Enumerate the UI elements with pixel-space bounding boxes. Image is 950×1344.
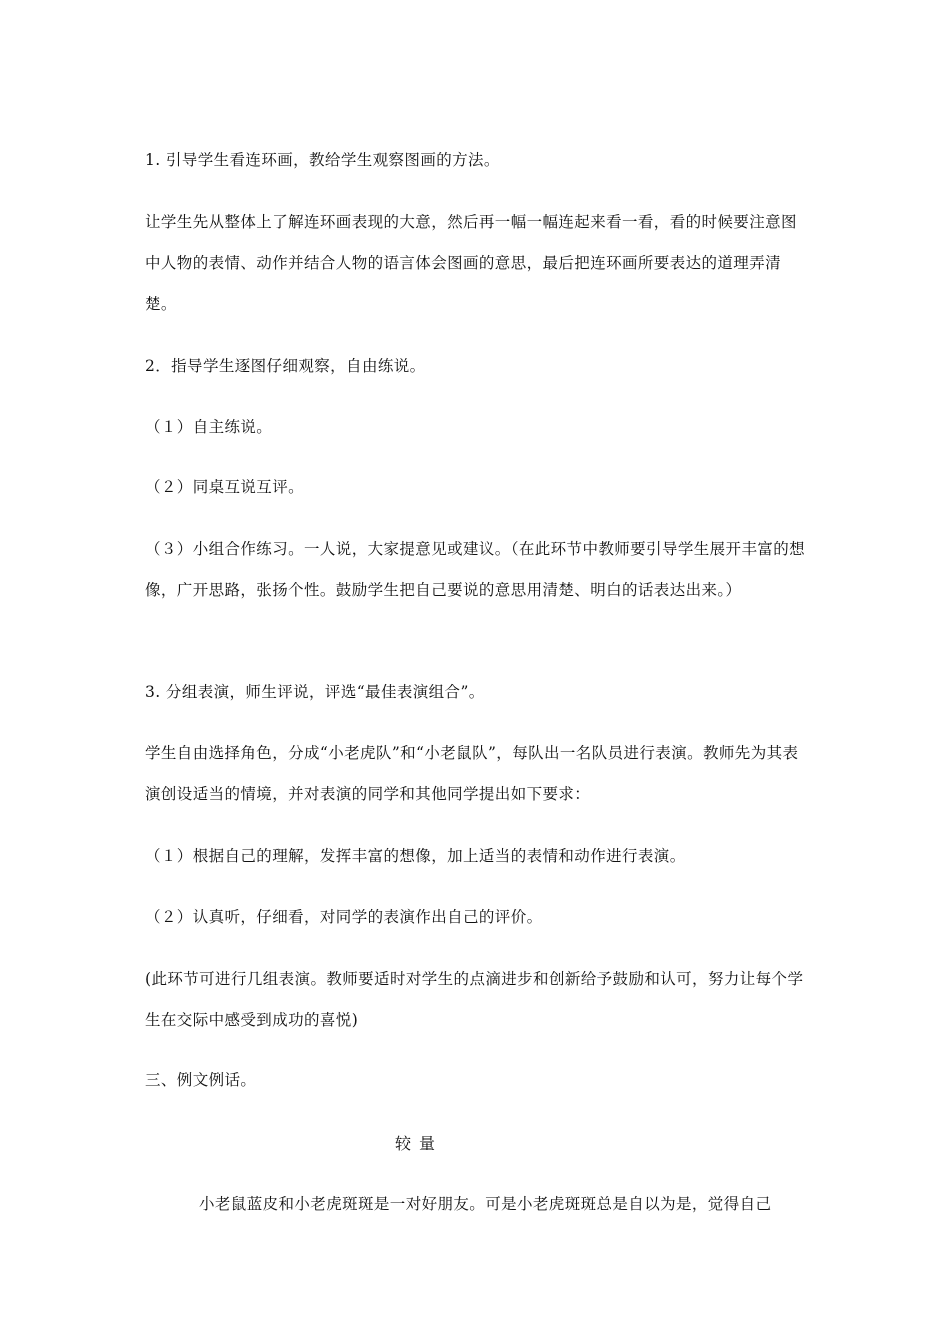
step-1-description: 让学生先从整体上了解连环画表现的大意，然后再一幅一幅连起来看一看，看的时候要注意图中人物的表情、动作并结合人物的语言体会图画的意思，最后把连环画所要表达的道理弄清楚。 [145, 213, 797, 313]
essay-paragraph: 小老鼠蓝皮和小老虎斑斑是一对好朋友。可是小老虎斑斑总是自以为是，觉得自己 [199, 1195, 772, 1213]
step-2-item-3: （３）小组合作练习。一人说，大家提意见或建议。（在此环节中教师要引导学生展开丰富的想像，广开思路，张扬个性。鼓励学生把自己要说的意思用清楚、明白的话表达出来。） [145, 540, 806, 599]
step-3-item-1: （１）根据自己的理解，发挥丰富的想像，加上适当的表情和动作进行表演。 [145, 847, 686, 865]
step-2-heading: 2．指导学生逐图仔细观察，自由练说。 [145, 357, 426, 375]
section-3-heading: 三、例文例话。 [145, 1071, 257, 1089]
step-2-item-2: （２）同桌互说互评。 [145, 478, 305, 496]
step-3-description: 学生自由选择角色，分成“小老虎队”和“小老鼠队”，每队出一名队员进行表演。教师先为其表演创设适当的情境，并对表演的同学和其他同学提出如下要求： [145, 744, 799, 803]
step-3-note: (此环节可进行几组表演。教师要适时对学生的点滴进步和创新给予鼓励和认可，努力让每个学生在交际中感受到成功的喜悦) [145, 970, 804, 1029]
step-2-item-1: （１）自主练说。 [145, 418, 273, 436]
step-3-heading: 3. 分组表演，师生评说，评选“最佳表演组合”。 [145, 683, 485, 701]
essay-title: 较量 [395, 1134, 444, 1153]
step-1-heading: 1. 引导学生看连环画，教给学生观察图画的方法。 [145, 151, 500, 169]
step-3-item-2: （２）认真听，仔细看，对同学的表演作出自己的评价。 [145, 908, 543, 926]
